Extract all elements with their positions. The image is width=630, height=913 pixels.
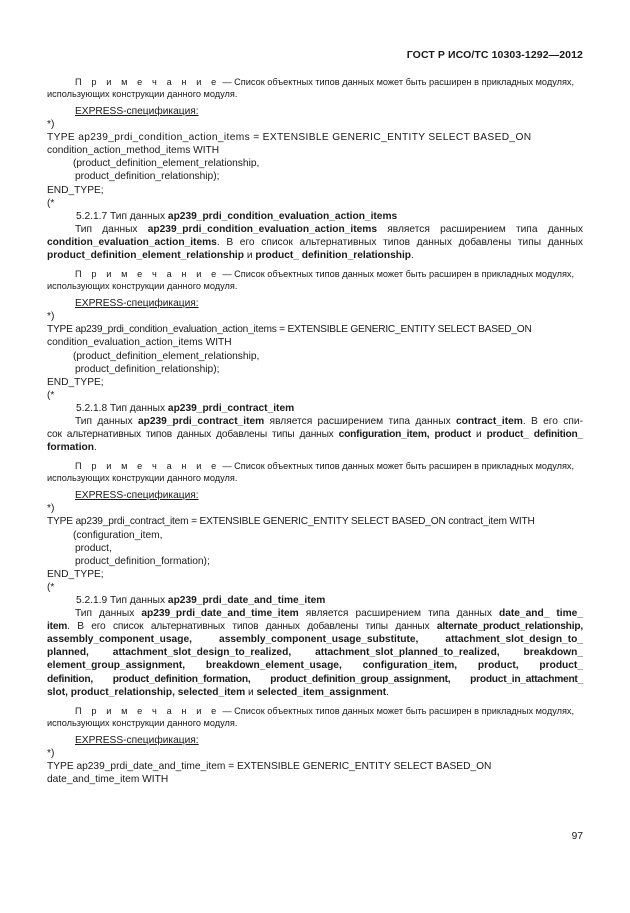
code-line: (* [47, 197, 55, 209]
paragraph-line: formation. [47, 442, 97, 454]
paragraph-line: Тип данных ap239_prdi_contract_item является расширением типа данных contract_item. В его спи- [75, 415, 583, 427]
code-line: (* [47, 581, 55, 593]
note-line: П р и м е ч а н и е — Список объектных типов данных может быть расширен в прикладных модулях, [75, 705, 575, 716]
express-label: EXPRESS-спецификация: [75, 298, 199, 310]
section-heading: 5.2.1.8 Тип данных ap239_prdi_contract_item [76, 402, 295, 414]
paragraph-line: definition, product_definition_formation, product_definition_group_assignment, product_in_attachment_ [47, 673, 583, 685]
paragraph-line: condition_evaluation_action_items. В его список альтернативных типов данных добавлены типы данных [47, 236, 583, 248]
page-number: 97 [571, 831, 583, 842]
note-line: П р и м е ч а н и е — Список объектных типов данных может быть расширен в прикладных модулях, [75, 269, 575, 280]
note-line: П р и м е ч а н и е — Список объектных типов данных может быть расширен в прикладных модулях, [75, 461, 575, 472]
express-label: EXPRESS-спецификация: [75, 734, 199, 746]
section-heading: 5.2.1.7 Тип данных ap239_prdi_condition_evaluation_action_items [76, 210, 398, 222]
code-line: (product_definition_element_relationship, [73, 158, 260, 170]
code-line: *) [47, 747, 55, 759]
code-line: (product_definition_element_relationship, [73, 350, 260, 362]
note-text: — Список объектных типов данных может быть расширен в прикладных модулях, [219, 77, 575, 87]
express-label: EXPRESS-спецификация: [75, 490, 199, 502]
paragraph-line: product_definition_element_relationship и product_ definition_relationship. [47, 250, 414, 262]
section-heading: 5.2.1.9 Тип данных ap239_prdi_date_and_time_item [76, 595, 326, 606]
code-line: END_TYPE; [47, 568, 104, 580]
code-line: product_definition_formation); [75, 555, 210, 567]
paragraph-line: planned, attachment_slot_design_to_realized, attachment_slot_planned_to_realized, breakdown_ [47, 647, 583, 659]
code-line: (configuration_item, [73, 529, 163, 541]
code-line: TYPE ap239_prdi_condition_action_items = EXTENSIBLE GENERIC_ENTITY SELECT BASED_ON [47, 132, 532, 144]
code-line: END_TYPE; [47, 184, 104, 196]
paragraph-line: slot, product_relationship, selected_item и selected_item_assignment. [47, 686, 390, 698]
code-line: product_definition_relationship); [75, 363, 220, 375]
note-line: использующих конструкции данного модуля. [47, 89, 238, 99]
paragraph-line: Тип данных ap239_prdi_date_and_time_item является расширением типа данных date_and_ time_ [75, 608, 583, 620]
code-line: END_TYPE; [47, 376, 104, 388]
code-line: condition_action_method_items WITH [47, 145, 220, 157]
note-line [47, 76, 583, 88]
code-line: *) [47, 503, 55, 515]
code-line: TYPE ap239_prdi_contract_item = EXTENSIBLE GENERIC_ENTITY SELECT BASED_ON contract_item WITH [47, 516, 535, 528]
paragraph-line: сок альтернативных типов данных добавлены типы данных configuration_item, product и product_ definition_ [47, 429, 583, 441]
express-label: EXPRESS-спецификация: [75, 106, 199, 117]
code-line: TYPE ap239_prdi_condition_evaluation_action_items = EXTENSIBLE GENERIC_ENTITY SELECT BASED_ON [47, 324, 532, 336]
page-body [47, 76, 583, 786]
paragraph-line: Тип данных ap239_prdi_condition_evaluation_action_items является расширением типа данных [75, 223, 583, 235]
code-line: TYPE ap239_prdi_date_and_time_item = EXTENSIBLE GENERIC_ENTITY SELECT BASED_ON [47, 760, 492, 772]
code-line: date_and_time_item WITH [47, 774, 169, 786]
note-label: П р и м е ч а н и е [75, 77, 220, 87]
code-line: *) [47, 119, 55, 131]
code-line: (* [47, 389, 55, 401]
note-line: использующих конструкции данного модуля. [47, 473, 238, 484]
code-line: *) [47, 311, 55, 323]
paragraph-line: element_group_assignment, breakdown_element_usage, configuration_item, product, product_ [47, 660, 583, 672]
note-line: использующих конструкции данного модуля. [47, 717, 238, 728]
code-line: condition_evaluation_action_items WITH [47, 337, 232, 349]
note-line: использующих конструкции данного модуля. [47, 281, 238, 292]
paragraph-line: assembly_component_usage, assembly_component_usage_substitute, attachment_slot_design_to_ [47, 634, 583, 646]
code-line: product, [75, 542, 112, 554]
code-line: product_definition_relationship); [75, 171, 220, 183]
document-header: ГОСТ Р ИСО/ТС 10303-1292—2012 [406, 49, 583, 61]
paragraph-line: item. В его список альтернативных типов данных добавлены типы данных alternate_product_relationship, [47, 621, 583, 633]
